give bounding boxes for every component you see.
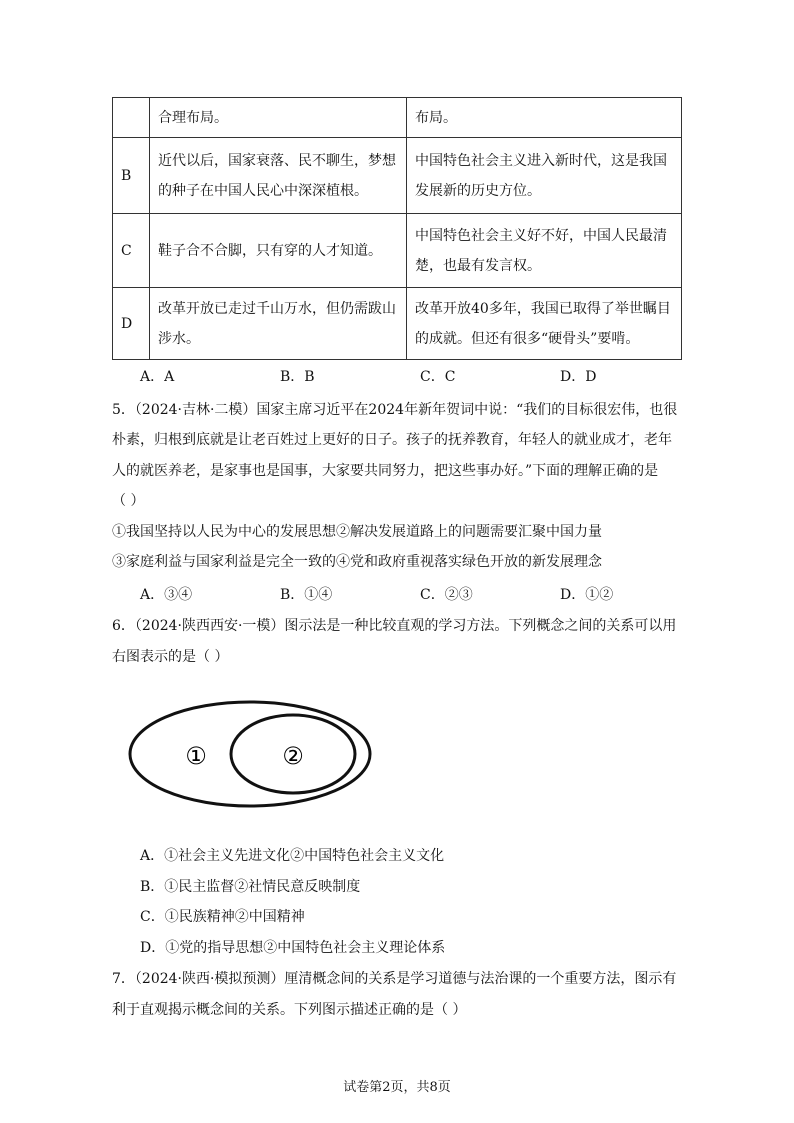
right-cell: 改革开放40多年，我国已取得了举世瞩目的成就。但还有很多“硬骨头”要啃。 [407, 288, 682, 360]
q5-choices [140, 584, 700, 604]
choice-c[interactable]: C．C [420, 369, 456, 385]
option-cell: B [113, 138, 150, 214]
outer-label: ① [185, 742, 207, 770]
right-cell: 中国特色社会主义进入新时代，这是我国发展新的历史方位。 [407, 138, 682, 214]
choice-b[interactable]: B．B [280, 369, 315, 385]
right-cell: 布局。 [407, 98, 682, 138]
table-row [113, 98, 682, 138]
left-cell: 近代以后，国家衰落、民不聊生，梦想的种子在中国人民心中深深植根。 [150, 138, 407, 214]
option-cell: D [113, 288, 150, 360]
inner-label: ② [282, 742, 304, 770]
q7-stem-line: 利于直观揭示概念间的关系。下列图示描述正确的是（ ） [112, 1002, 467, 1018]
choice-a[interactable]: A．③④ [140, 587, 193, 603]
table-row [113, 138, 682, 214]
q6-option-c[interactable]: C．①民族精神②中国精神 [140, 909, 305, 925]
left-cell: 鞋子合不合脚，只有穿的人才知道。 [150, 214, 407, 288]
venn-diagram [128, 700, 378, 810]
q6-stem-line: 右图表示的是（ ） [112, 649, 229, 665]
page-footer: 试卷第2页，共8页 [343, 1080, 451, 1095]
choice-c[interactable]: C．②③ [420, 587, 473, 603]
left-cell: 合理布局。 [150, 98, 407, 138]
choice-b[interactable]: B．①④ [280, 587, 333, 603]
q5-stem-line: 5．（2024·吉林·二模）国家主席习近平在2024年新年贺词中说：“我们的目标很宏伟，也很 [112, 402, 678, 418]
q6-stem-line: 6．（2024·陕西西安·一模）图示法是一种比较直观的学习方法。下列概念之间的关系可以用 [112, 618, 677, 634]
option-cell: C [113, 214, 150, 288]
table-row [113, 288, 682, 360]
table-row [113, 214, 682, 288]
left-cell: 改革开放已走过千山万水，但仍需跋山涉水。 [150, 288, 407, 360]
comparison-table [112, 97, 682, 360]
q5-statement: ①我国坚持以人民为中心的发展思想②解决发展道路上的问题需要汇聚中国力量 [112, 524, 602, 540]
q7-stem-line: 7．（2024·陕西·模拟预测）厘清概念间的关系是学习道德与法治课的一个重要方法，图示有 [112, 971, 677, 987]
q5-stem-line: 朴素，归根到底就是让老百姓过上更好的日子。孩子的抚养教育，年轻人的就业成才，老年 [112, 432, 672, 448]
q4-choices [140, 366, 700, 386]
q6-option-a[interactable]: A．①社会主义先进文化②中国特色社会主义文化 [140, 848, 445, 864]
right-cell: 中国特色社会主义好不好，中国人民最清楚，也最有发言权。 [407, 214, 682, 288]
q5-statement: ③家庭利益与国家利益是完全一致的④党和政府重视落实绿色开放的新发展理念 [112, 554, 602, 570]
q5-stem-line: 人的就医养老，是家事也是国事，大家要共同努力，把这些事办好。”下面的理解正确的是 [112, 463, 659, 479]
choice-a[interactable]: A．A [140, 369, 175, 385]
q5-stem-line: （ ） [112, 493, 145, 509]
option-cell [113, 98, 150, 138]
choice-d[interactable]: D．①② [560, 587, 614, 603]
q6-option-d[interactable]: D．①党的指导思想②中国特色社会主义理论体系 [140, 940, 446, 956]
q6-option-b[interactable]: B．①民主监督②社情民意反映制度 [140, 879, 361, 895]
choice-d[interactable]: D．D [560, 369, 597, 385]
outer-ellipse [130, 702, 370, 806]
